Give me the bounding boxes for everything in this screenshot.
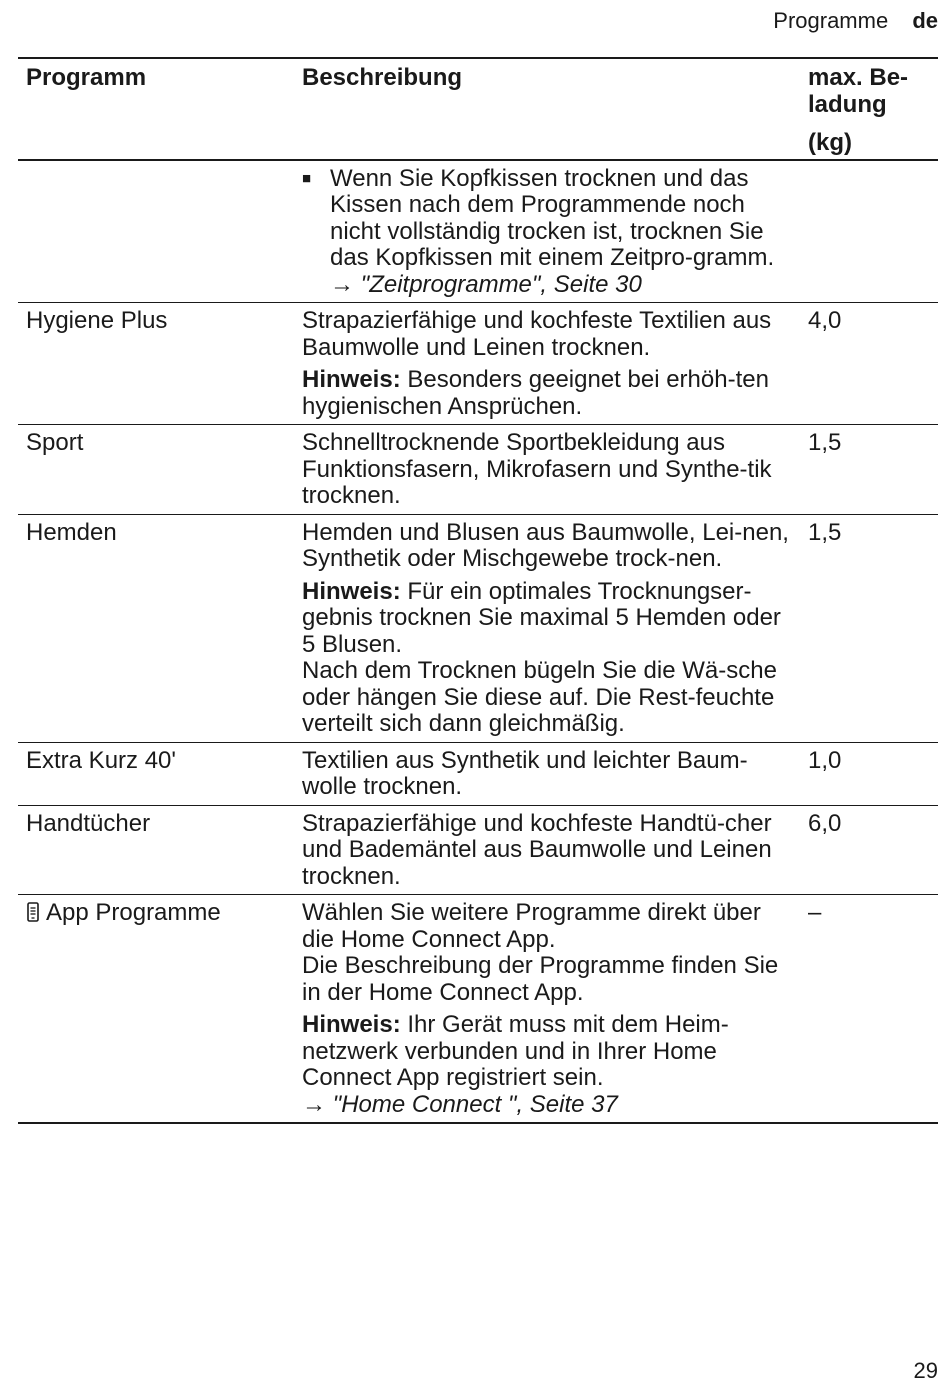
hint-label: Hinweis: xyxy=(302,1011,401,1038)
description-line-1: Wählen Sie weitere Programme direkt über die Home Connect App. xyxy=(302,899,761,953)
load-cell: 6,0 xyxy=(800,805,938,895)
load-header-label: max. Be- ladung xyxy=(808,64,909,118)
table-row xyxy=(18,514,938,742)
description-line-2: Die Beschreibung der Programme finden Sie in der Home Connect App. xyxy=(302,952,779,1006)
description-text: Schnelltrocknende Sportbekleidung aus Funktionsfasern, Mikrofasern und Synthe-tik trocknen. xyxy=(302,429,772,509)
load-cell: 1,5 xyxy=(800,514,938,742)
description-text: Hemden und Blusen aus Baumwolle, Lei-nen, Synthetik oder Mischgewebe trock-nen. xyxy=(302,518,789,572)
load-cell: 4,0 xyxy=(800,303,938,425)
hint-paragraph xyxy=(302,1012,796,1118)
program-table xyxy=(18,57,938,1124)
description-cell xyxy=(294,742,800,805)
table-row xyxy=(18,742,938,805)
hint-text: Besonders geeignet bei erhöh-ten hygienischen Ansprüchen. xyxy=(302,366,769,420)
load-cell: 1,0 xyxy=(800,742,938,805)
description-text: Strapazierfähige und kochfeste Textilien aus Baumwolle und Leinen trocknen. xyxy=(302,307,772,361)
language-code: de xyxy=(912,8,938,33)
table-row xyxy=(18,805,938,895)
description-cell xyxy=(294,895,800,1124)
section-title: Programme xyxy=(773,8,889,33)
description-cell xyxy=(294,514,800,742)
description-text: Strapazierfähige und kochfeste Handtü-cher und Bademäntel aus Baumwolle und Leinen trocknen. xyxy=(302,809,772,890)
table-row xyxy=(18,303,938,425)
description-cell xyxy=(294,303,800,425)
description-text xyxy=(302,900,796,1006)
cross-reference-link[interactable]: → "Zeitprogramme", Seite 30 xyxy=(330,270,642,298)
phone-app-icon xyxy=(26,902,40,922)
table-row xyxy=(18,895,938,1124)
program-cell: Hygiene Plus xyxy=(18,303,294,425)
square-bullet-icon: ■ xyxy=(302,169,312,187)
bullet-text: Wenn Sie Kopfkissen trocknen und das Kissen nach dem Programmende noch nicht vollständig trocken ist, trocknen Sie das Kopfkissen mit einem Zeitpro-gramm. xyxy=(330,164,775,271)
load-cell: – xyxy=(800,895,938,1124)
column-header-program: Programm xyxy=(18,58,294,160)
table-row xyxy=(18,425,938,515)
hint-label: Hinweis: xyxy=(302,577,401,605)
page-number: 29 xyxy=(913,1358,938,1383)
program-cell xyxy=(18,895,294,1124)
hint-paragraph xyxy=(302,367,796,420)
hint-text: Ihr Gerät muss mit dem Heim-netzwerk verbunden und in Ihrer Home Connect App registriert sein. xyxy=(302,1011,729,1091)
program-name: App Programme xyxy=(46,899,221,926)
table-row xyxy=(18,160,938,303)
program-cell: Sport xyxy=(18,425,294,515)
extra-text: Nach dem Trocknen bügeln Sie die Wä-sche oder hängen Sie diese auf. Die Rest-feuchte verteilt sich dann gleichmäßig. xyxy=(302,657,777,737)
program-cell: Hemden xyxy=(18,514,294,742)
program-cell xyxy=(18,160,294,303)
hint-label: Hinweis: xyxy=(302,366,401,393)
description-cell xyxy=(294,805,800,895)
bullet-item xyxy=(302,166,796,299)
page-header xyxy=(773,8,938,34)
column-header-load xyxy=(800,58,938,160)
description-cell xyxy=(294,425,800,515)
hint-paragraph xyxy=(302,579,796,738)
description-text: Textilien aus Synthetik und leichter Baum-wolle trocknen. xyxy=(302,746,748,800)
load-cell xyxy=(800,160,938,303)
load-unit: (kg) xyxy=(808,129,852,156)
table-header-row xyxy=(18,58,938,160)
program-cell: Handtücher xyxy=(18,805,294,895)
column-header-description: Beschreibung xyxy=(294,58,800,160)
hint-text: Für ein optimales Trocknungser-gebnis trocknen Sie maximal 5 Hemden oder 5 Blusen. xyxy=(302,577,781,658)
description-cell xyxy=(294,160,800,303)
cross-reference-link[interactable]: → "Home Connect ", Seite 37 xyxy=(302,1090,618,1118)
program-cell: Extra Kurz 40' xyxy=(18,742,294,805)
load-cell: 1,5 xyxy=(800,425,938,515)
